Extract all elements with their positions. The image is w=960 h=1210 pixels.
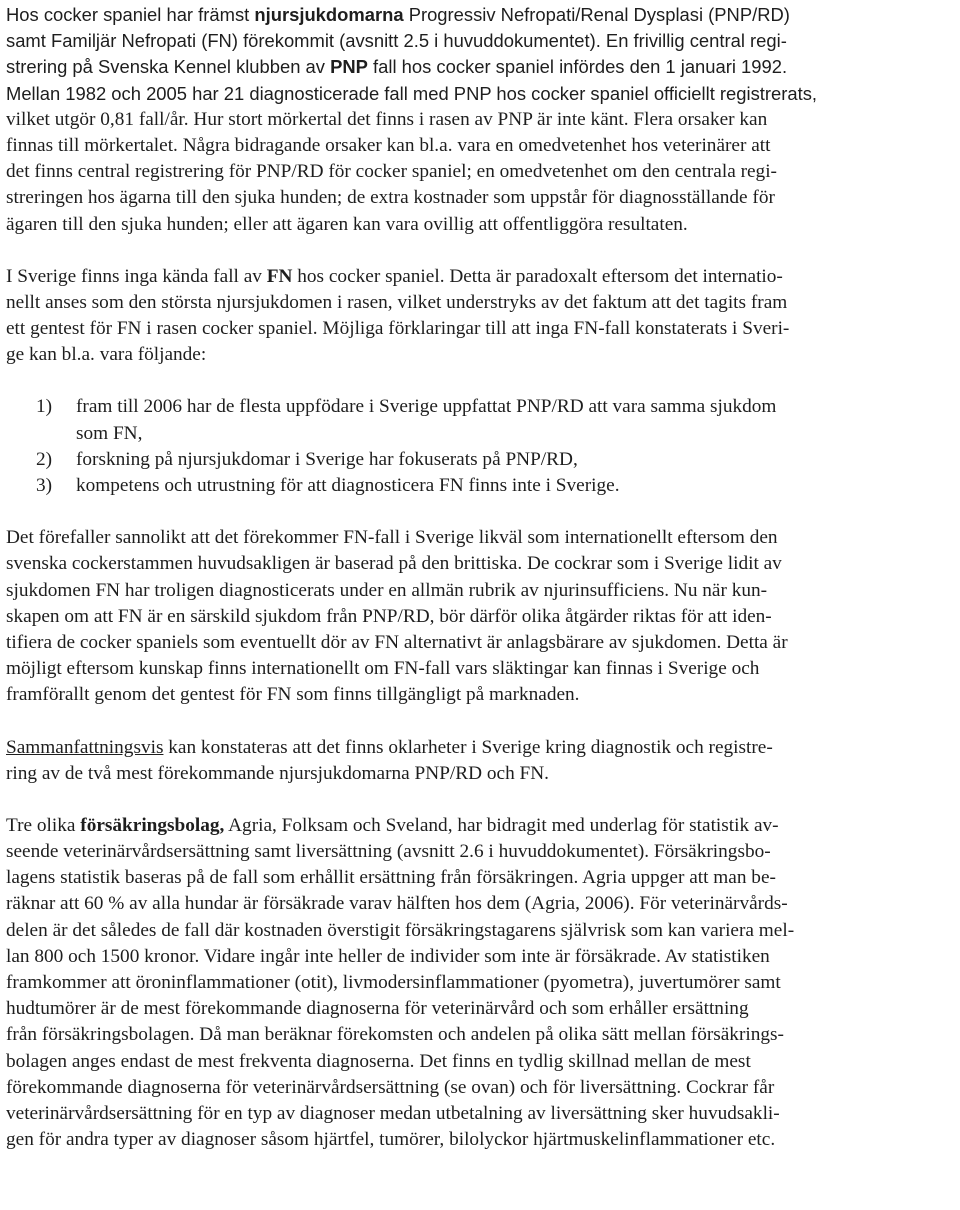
list-number: 2) xyxy=(36,448,53,470)
text-line: förekommande diagnoserna för veterinärvårdsersättning (se ovan) och för liversättning. Cockrar får xyxy=(6,1076,775,1098)
bold-term-fn: FN xyxy=(266,265,293,287)
text-line: Mellan 1982 och 2005 har 21 diagnosticerade fall med PNP hos cocker spaniel officiellt registrerats, xyxy=(6,82,818,104)
text-line: streringen hos ägarna till den sjuka hunden; de extra kostnader som uppstår för diagnosställande för xyxy=(6,187,775,209)
text-line: skapen om att FN är en särskild sjukdom från PNP/RD, bör därför olika åtgärder riktas för att iden- xyxy=(6,605,772,627)
text-span: Hos cocker spaniel har främst xyxy=(6,4,255,25)
text-line: som FN, xyxy=(76,422,143,444)
paragraph-fn-likely xyxy=(6,525,948,708)
bold-term-pnp: PNP xyxy=(330,56,368,78)
text-line: möjligt eftersom kunskap finns internationellt om FN-fall vars släktingar kan finnas i Sverige och xyxy=(6,658,760,680)
paragraph-summary xyxy=(6,735,948,787)
paragraph-fn-sweden xyxy=(6,264,948,369)
list-item xyxy=(6,473,948,499)
text-line: ett gentest för FN i rasen cocker spaniel. Möjliga förklaringar till att inga FN-fall konstaterats i Sveri- xyxy=(6,318,790,340)
text-line: bolagen anges endast de mest frekventa diagnoserna. Det finns en tydlig skillnad mellan de mest xyxy=(6,1050,751,1072)
list-number: 3) xyxy=(36,475,53,497)
text-line: svenska cockerstammen huvudsakligen är baserad på den brittiska. De cockrar som i Sverige lidit av xyxy=(6,553,782,575)
list-number: 1) xyxy=(36,396,53,418)
text-line: delen är det således de fall där kostnaden överstigit försäkringstagarens självrisk som kan variera mel- xyxy=(6,919,795,941)
bold-term-njursjukdomarna: njursjukdomarna xyxy=(254,4,404,25)
text-span: hos cocker spaniel. Detta är paradoxalt eftersom det internatio- xyxy=(292,265,783,287)
text-line xyxy=(6,813,948,839)
text-line: nellt anses som den största njursjukdomen i rasen, vilket understryks av det faktum att det tagits fram xyxy=(6,291,788,313)
paragraph-spacer xyxy=(6,368,948,394)
paragraph-pnp-registration xyxy=(6,2,948,238)
text-line: seende veterinärvårdsersättning samt liversättning (avsnitt 2.6 i huvuddokumentet). Försäkringsbo- xyxy=(6,841,771,863)
text-span: Progressiv Nefropati/Renal Dysplasi (PNP/RD) xyxy=(403,4,790,25)
text-line: forskning på njursjukdomar i Sverige har fokuserats på PNP/RD, xyxy=(76,448,578,470)
underlined-term-sammanfattningsvis: Sammanfattningsvis xyxy=(6,736,164,758)
text-line: lan 800 och 1500 kronor. Vidare ingår inte heller de individer som inte är försäkrade. Av statistiken xyxy=(6,945,770,967)
text-line: hudtumörer är de mest förekommande diagnoserna för veterinärvård och som erhåller ersättning xyxy=(6,998,749,1020)
text-line: sjukdomen FN har troligen diagnosticerats under en allmän rubrik av njurinsufficiens. Nu när kun- xyxy=(6,579,768,601)
text-line: ägaren till den sjuka hunden; eller att ägaren kan vara ovillig att offentliggöra resultaten. xyxy=(6,213,688,235)
text-line: från försäkringsbolagen. Då man beräknar förekomsten och andelen på olika sätt mellan försäkrings- xyxy=(6,1024,784,1046)
list-item xyxy=(6,394,948,446)
list-item-text xyxy=(76,473,620,499)
paragraph-spacer xyxy=(6,709,948,735)
list-item-text xyxy=(76,394,776,446)
text-line: vilket utgör 0,81 fall/år. Hur stort mörkertal det finns i rasen av PNP är inte känt. Flera orsaker kan xyxy=(6,108,768,130)
text-span: strering på Svenska Kennel klubben av xyxy=(6,56,331,78)
text-line: gen för andra typer av diagnoser såsom hjärtfel, tumörer, bilolyckor hjärtmuskelinflammationer etc. xyxy=(6,1129,776,1151)
text-line: veterinärvårdsersättning för en typ av diagnoser medan utbetalning av liversättning sker huvudsakli- xyxy=(6,1102,780,1124)
text-line xyxy=(6,735,948,761)
text-line xyxy=(6,2,948,28)
text-span: Tre olika xyxy=(6,814,81,836)
text-line: Det förefaller sannolikt att det förekommer FN-fall i Sverige likväl som internationellt eftersom den xyxy=(6,527,778,549)
text-span: Agria, Folksam och Sveland, har bidragit med underlag för statistik av- xyxy=(224,814,779,836)
text-line: fram till 2006 har de flesta uppfödare i Sverige uppfattat PNP/RD att vara samma sjukdom xyxy=(76,396,777,418)
text-span: I Sverige finns inga kända fall av xyxy=(6,265,267,287)
paragraph-spacer xyxy=(6,238,948,264)
text-span: fall hos cocker spaniel infördes den 1 januari 1992. xyxy=(367,56,788,78)
numbered-list xyxy=(6,394,948,499)
text-line: kompetens och utrustning för att diagnosticera FN finns inte i Sverige. xyxy=(76,475,620,497)
paragraph-spacer xyxy=(6,787,948,813)
text-line xyxy=(6,264,948,290)
text-line: tifiera de cocker spaniels som eventuellt dör av FN alternativt är anlagsbärare av sjukdomen. Detta är xyxy=(6,631,788,653)
bold-term-forsakringsbolag: försäkringsbolag, xyxy=(80,814,225,836)
text-line: lagens statistik baseras på de fall som erhållit ersättning från försäkringen. Agria uppger att man be- xyxy=(6,867,776,889)
text-line xyxy=(6,54,948,80)
text-line: ring av de två mest förekommande njursjukdomarna PNP/RD och FN. xyxy=(6,762,550,784)
paragraph-insurance xyxy=(6,813,948,1153)
text-line: finnas till mörkertalet. Några bidragande orsaker kan bl.a. vara en omedvetenhet hos veterinärer att xyxy=(6,134,771,156)
text-line: samt Familjär Nefropati (FN) förekommit (avsnitt 2.5 i huvuddokumentet). En frivillig central regi- xyxy=(6,30,787,52)
text-line: räknar att 60 % av alla hundar är försäkrade varav hälften hos dem (Agria, 2006). För veterinärvårds- xyxy=(6,893,788,915)
text-line: framkommer att öroninflammationer (otit), livmodersinflammationer (pyometra), juvertumörer samt xyxy=(6,972,781,994)
list-item xyxy=(6,447,948,473)
list-item-text xyxy=(76,447,578,473)
text-line: det finns central registrering för PNP/RD för cocker spaniel; en omedvetenhet om den centrala regi- xyxy=(6,161,777,183)
text-line: framförallt genom det gentest för FN som finns tillgängligt på marknaden. xyxy=(6,684,580,706)
text-span: kan konstateras att det finns oklarheter i Sverige kring diagnostik och registre- xyxy=(163,736,773,758)
text-line: ge kan bl.a. vara följande: xyxy=(6,344,207,366)
paragraph-spacer xyxy=(6,499,948,525)
